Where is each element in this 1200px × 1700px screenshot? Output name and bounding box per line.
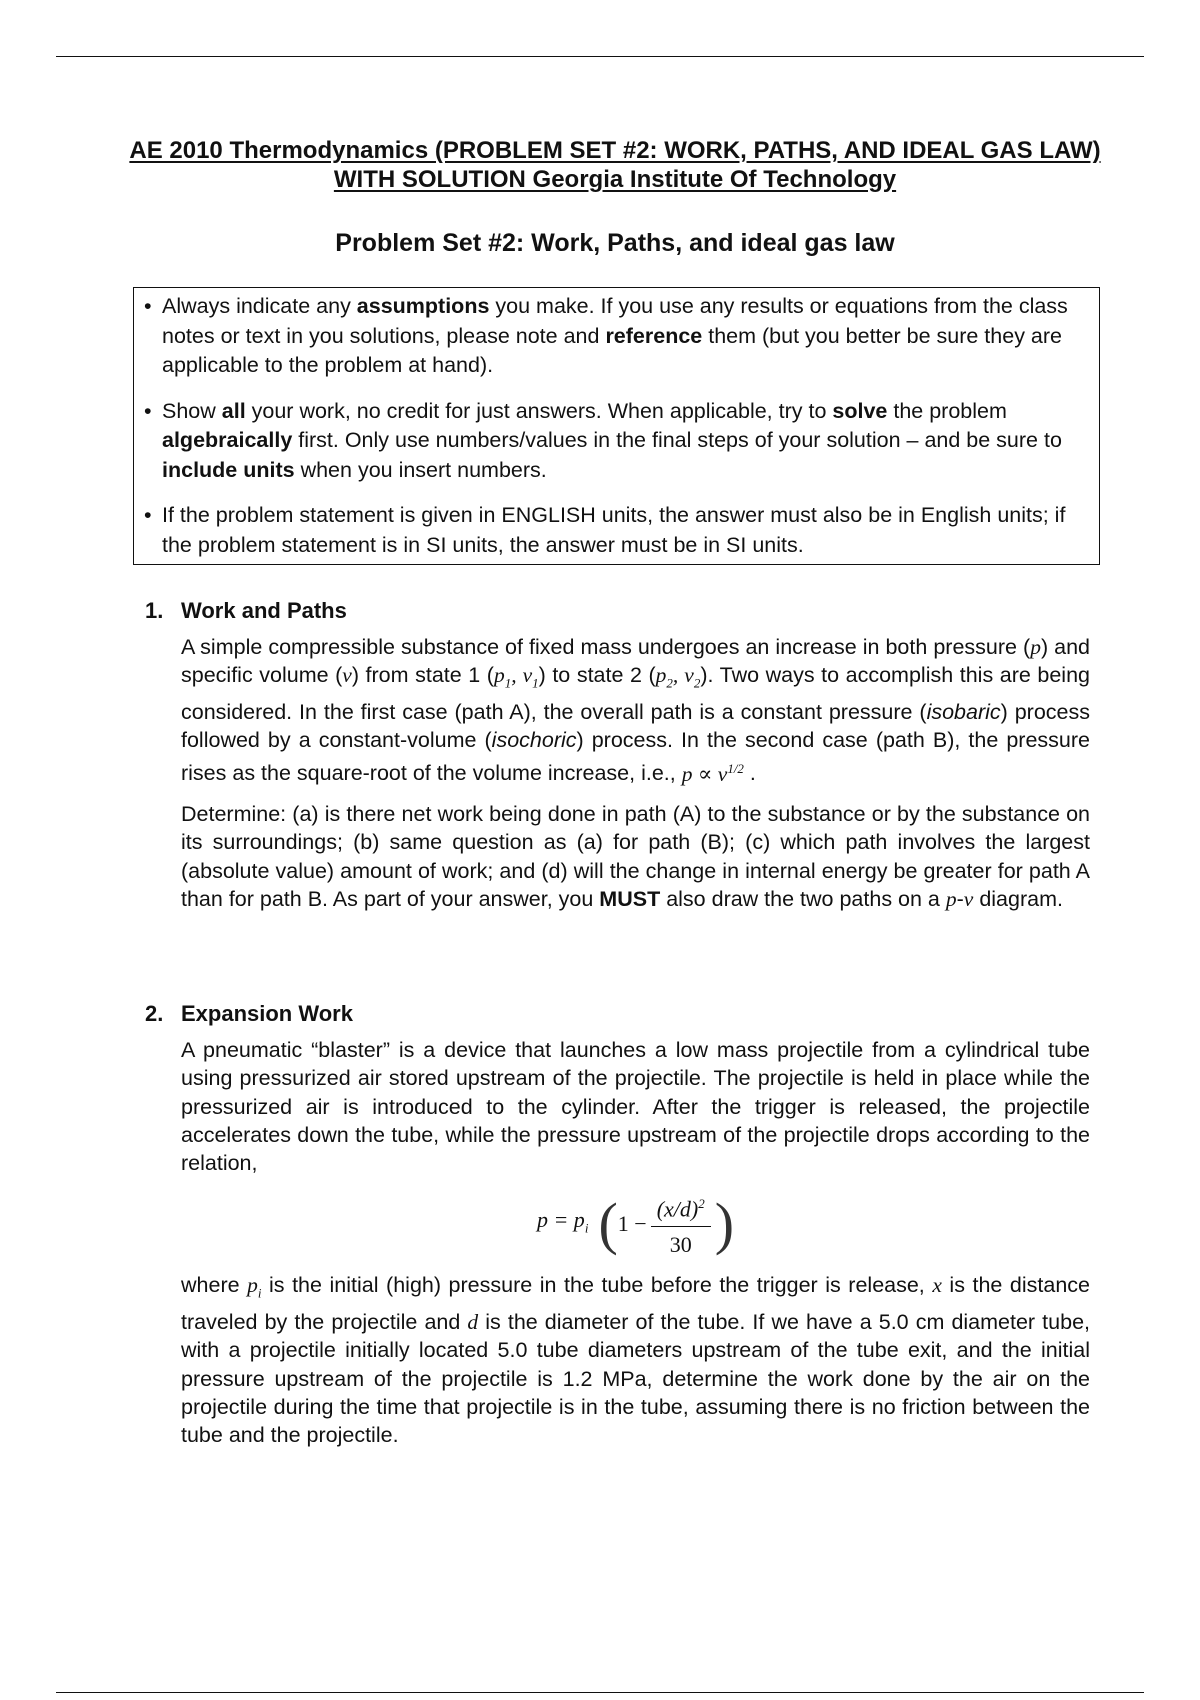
bottom-rule xyxy=(56,1692,1144,1693)
equation-fraction xyxy=(651,1190,711,1259)
problem-1-paragraph-1: A simple compressible substance of fixed mass undergoes an increase in both pressure (p) and specific volume (v) from state 1 ($p_1$, $v_1$) to state 2 ($p_2$, $v_2$). Two ways to accomplish this are being considered. In the first case (path A), the overall path is a constant pressure (isobaric) process followed by a constant-volume (isochoric) process. In the second case (path B), the pressure rises as the square-root of the volume increase, i.e., $p \propto v^{1/2}$ . xyxy=(181,635,1090,786)
problem-2 xyxy=(145,1000,1090,1462)
problem-heading-text: Expansion Work xyxy=(181,1001,353,1026)
right-brace-icon: ) xyxy=(714,1191,735,1257)
instruction-text: If the problem statement is given in ENGLISH units, the answer must also be in English units; if the problem statement is in SI units, the answer must be in SI units. xyxy=(162,503,1066,557)
bullet-icon: • xyxy=(144,294,152,318)
problem-2-heading xyxy=(145,1000,1090,1028)
problem-1 xyxy=(145,597,1090,925)
pressure-equation xyxy=(181,1183,1090,1265)
problem-2-paragraph-1: A pneumatic “blaster” is a device that launches a low mass projectile from a cylindrical tube using pressurized air stored upstream of the projectile. The projectile is held in place while the pressurized air is introduced to the cylinder. After the trigger is released, the projectile accelerates down the tube, while the pressure upstream of the projectile drops according to the relation, xyxy=(181,1038,1090,1176)
left-brace-icon: ( xyxy=(598,1191,618,1257)
problem-set-title: Problem Set #2: Work, Paths, and ideal gas law xyxy=(335,229,895,257)
document-title: AE 2010 Thermodynamics (PROBLEM SET #2: WORK, PATHS, AND IDEAL GAS LAW) WITH SOLUTION Georgia Institute Of Technology xyxy=(129,137,1101,193)
instruction-item xyxy=(144,397,1091,486)
problem-1-body xyxy=(181,633,1090,913)
instruction-item xyxy=(144,501,1091,560)
problem-number: 1. xyxy=(145,598,164,623)
problem-1-paragraph-2: Determine: (a) is there net work being done in path (A) to the substance or by the substance on its surroundings; (b) same question as (a) for path (B); (c) which path involves the largest (absolute value) amount of work; and (d) will the change in internal energy be greater for path A than for path B. As part of your answer, you MUST also draw the two paths on a p-v diagram. xyxy=(181,801,1090,911)
top-rule xyxy=(56,56,1144,57)
equation-lhs: $p = p_i$ xyxy=(536,1207,589,1236)
instruction-text: Always indicate any assumptions you make. If you use any results or equations from the class notes or text in you solutions, please note and reference them (but you better be sure they are applicable to the problem at hand). xyxy=(162,294,1068,377)
equation-one-minus: 1 − xyxy=(617,1211,647,1237)
bullet-icon: • xyxy=(144,398,152,423)
instruction-text: Show all your work, no credit for just answers. When applicable, try to solve the problem algebraically first. Only use numbers/values in the final steps of your solution – and be sure to include units when you insert numbers. xyxy=(162,398,1062,482)
instructions-box xyxy=(133,287,1100,565)
bullet-icon: • xyxy=(144,503,152,527)
fraction-numerator: $(x/d)^2$ xyxy=(651,1190,711,1227)
problem-heading-text: Work and Paths xyxy=(181,598,347,623)
instructions-list xyxy=(144,292,1091,560)
problem-2-paragraph-2: where $p_i$ is the initial (high) pressure in the tube before the trigger is release, x is the distance traveled by the projectile and d is the diameter of the tube. If we have a 5.0 cm diameter tube, with a projectile initially located 5.0 tube diameters upstream of the tube exit, and the initial pressure upstream of the projectile is 1.2 MPa, determine the work done by the air on the projectile during the time that projectile is in the tube, assuming there is no friction between the tube and the projectile. xyxy=(181,1273,1090,1448)
problem-1-heading xyxy=(145,597,1090,625)
instruction-item xyxy=(144,292,1091,381)
problem-number: 2. xyxy=(145,1001,164,1026)
fraction-denominator: 30 xyxy=(669,1231,692,1257)
problem-2-body xyxy=(181,1036,1090,1450)
